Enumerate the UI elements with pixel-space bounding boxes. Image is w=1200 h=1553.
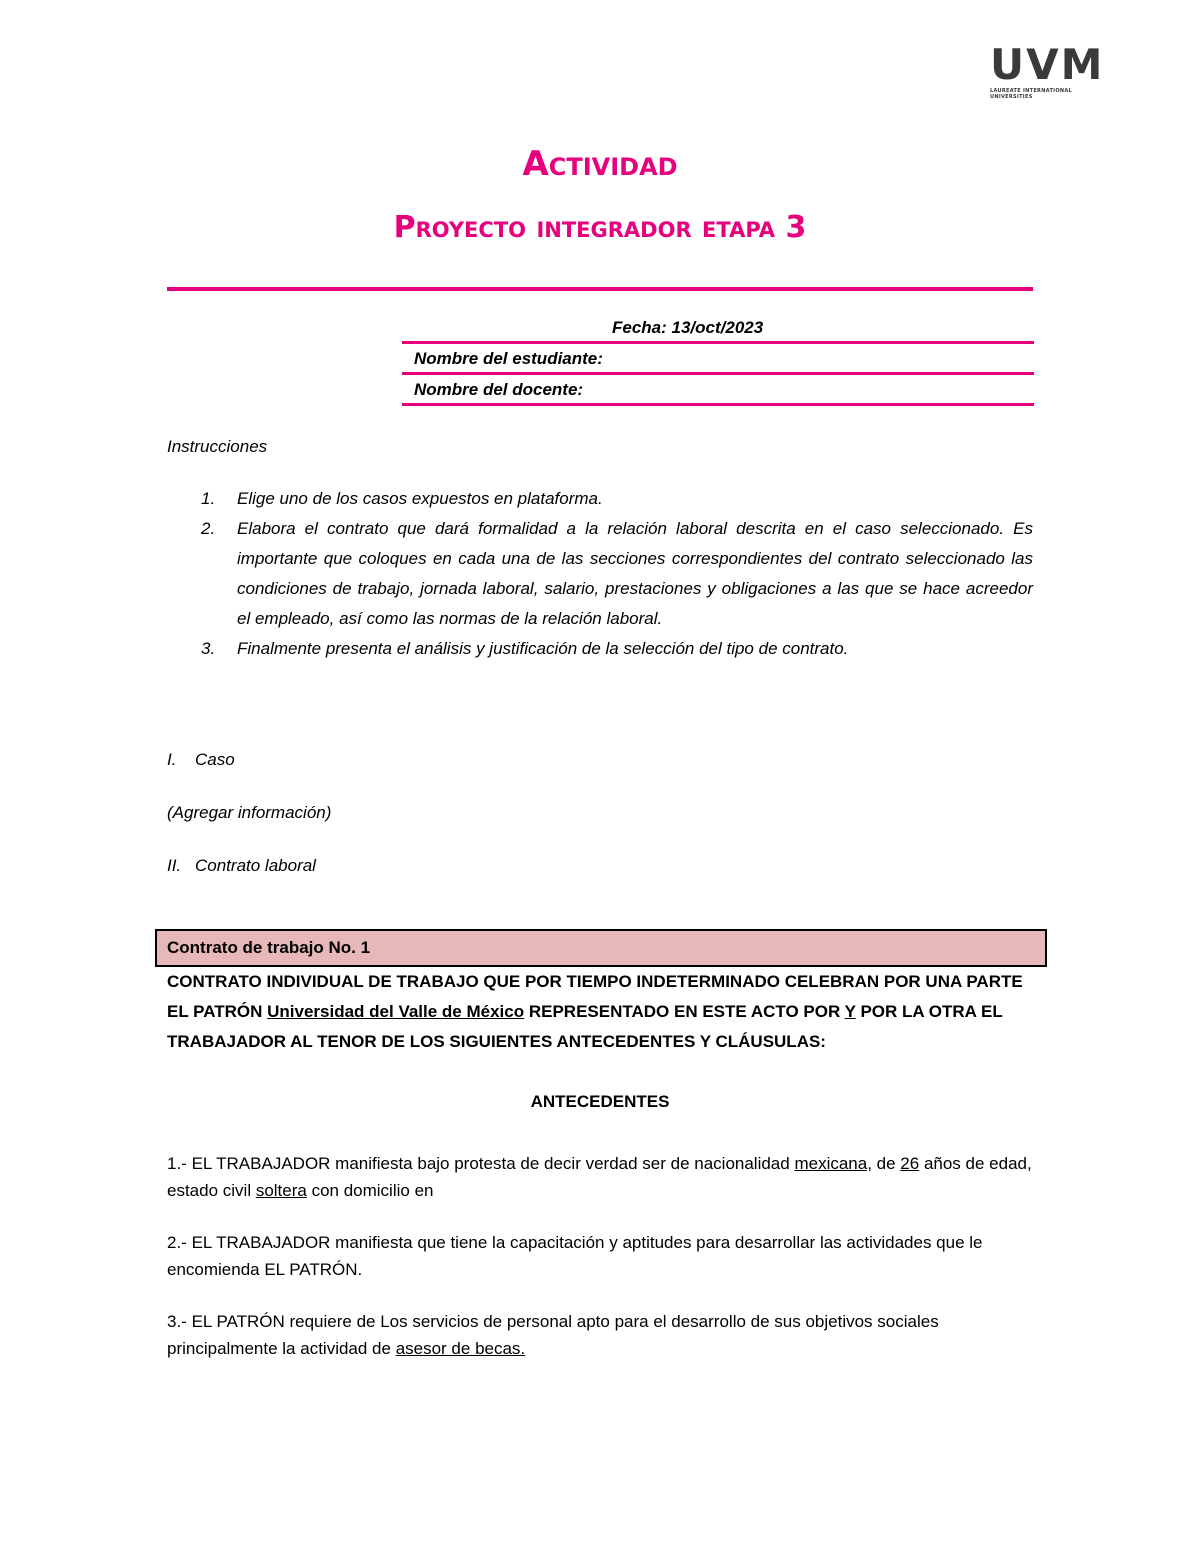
age-value: 26 (900, 1154, 920, 1173)
logo-subtext: LAUREATE INTERNATIONAL UNIVERSITIES (990, 88, 1073, 100)
antecedente-text: con domicilio en (306, 1181, 434, 1200)
antecedente-3 (167, 1308, 1033, 1362)
antecedente-text: de (871, 1154, 901, 1173)
instruction-number: 2. (201, 519, 216, 538)
employer-name: Universidad del Valle de México (267, 1002, 525, 1021)
page-title: Actividad (522, 144, 678, 184)
page-subtitle: Proyecto integrador etapa 3 (393, 210, 807, 245)
section-contrato (167, 856, 316, 876)
intro-text: POR LA OTRA EL TRABAJADOR AL TENOR DE LOS SIGUIENTES ANTECEDENTES Y CLÁUSULAS: (167, 1002, 1003, 1051)
antecedente-text: EL TRABAJADOR manifiesta que tiene la capacitación y aptitudes para desarrollar las actividades que le encomienda EL PATRÓN. (167, 1233, 983, 1279)
section-number: I. (167, 750, 177, 769)
antecedente-2 (167, 1229, 1033, 1283)
instruction-number: 1. (201, 489, 216, 508)
add-info-placeholder: (Agregar información) (167, 803, 332, 822)
instruction-item (167, 514, 1033, 634)
instruction-number: 3. (201, 639, 216, 658)
section-number: II. (167, 856, 182, 875)
instruction-text: Elabora el contrato que dará formalidad a la relación laboral descrita en el caso seleccionado. Es importante que coloques en cada una de las secciones correspondientes del contrato seleccionado las condiciones de trabajo, jornada laboral, salario, prestaciones y obligaciones a las que se hace acreedor el empleado, así como las normas de la relación laboral. (237, 519, 1033, 628)
intro-y: Y (844, 1002, 856, 1021)
nationality-value: mexicana, (794, 1154, 872, 1173)
intro-text: CONTRATO INDIVIDUAL DE TRABAJO QUE POR TIEMPO INDETERMINADO CELEBRAN POR UNA PARTE EL PATRÓN (167, 972, 1023, 1021)
contract-intro (167, 967, 1033, 1057)
student-name-line (402, 345, 1034, 375)
title-divider (167, 287, 1033, 291)
antecedente-text: años de edad, estado civil (167, 1154, 1032, 1200)
instruction-text: Elige uno de los casos expuestos en plataforma. (237, 489, 603, 508)
instruction-item (167, 634, 1033, 664)
antecedente-number: 3.- (167, 1312, 187, 1331)
contract-title: Contrato de trabajo No. 1 (167, 938, 371, 957)
antecedente-text: EL PATRÓN requiere de Los servicios de personal apto para el desarrollo de sus objetivos sociales principalmente la actividad de (167, 1312, 939, 1358)
instructions-list (167, 484, 1033, 664)
contract-title-box (155, 929, 1047, 967)
teacher-name-line (402, 376, 1034, 406)
fecha-line (402, 314, 1034, 344)
fecha-label: Fecha: 13/oct/2023 (612, 318, 764, 337)
antecedentes-heading: ANTECEDENTES (530, 1092, 670, 1111)
instructions-heading: Instrucciones (167, 437, 268, 456)
logo-text: UVM (990, 40, 1105, 89)
intro-text: REPRESENTADO EN ESTE ACTO POR (524, 1002, 845, 1021)
civil-status-value: soltera (255, 1181, 307, 1200)
role-value: asesor de becas. (395, 1339, 526, 1358)
antecedente-1 (167, 1150, 1033, 1204)
section-label: Caso (195, 750, 235, 769)
teacher-name-label: Nombre del docente: (414, 380, 584, 399)
instruction-text: Finalmente presenta el análisis y justificación de la selección del tipo de contrato. (237, 639, 849, 658)
student-name-label: Nombre del estudiante: (414, 349, 603, 368)
antecedente-text: EL TRABAJADOR manifiesta bajo protesta de decir verdad ser de nacionalidad (186, 1154, 795, 1173)
instruction-item (167, 484, 1033, 514)
antecedente-number: 1.- (167, 1154, 187, 1173)
antecedente-number: 2.- (167, 1233, 187, 1252)
uvm-logo (990, 40, 1114, 100)
section-caso (167, 750, 235, 770)
section-label: Contrato laboral (195, 856, 316, 875)
